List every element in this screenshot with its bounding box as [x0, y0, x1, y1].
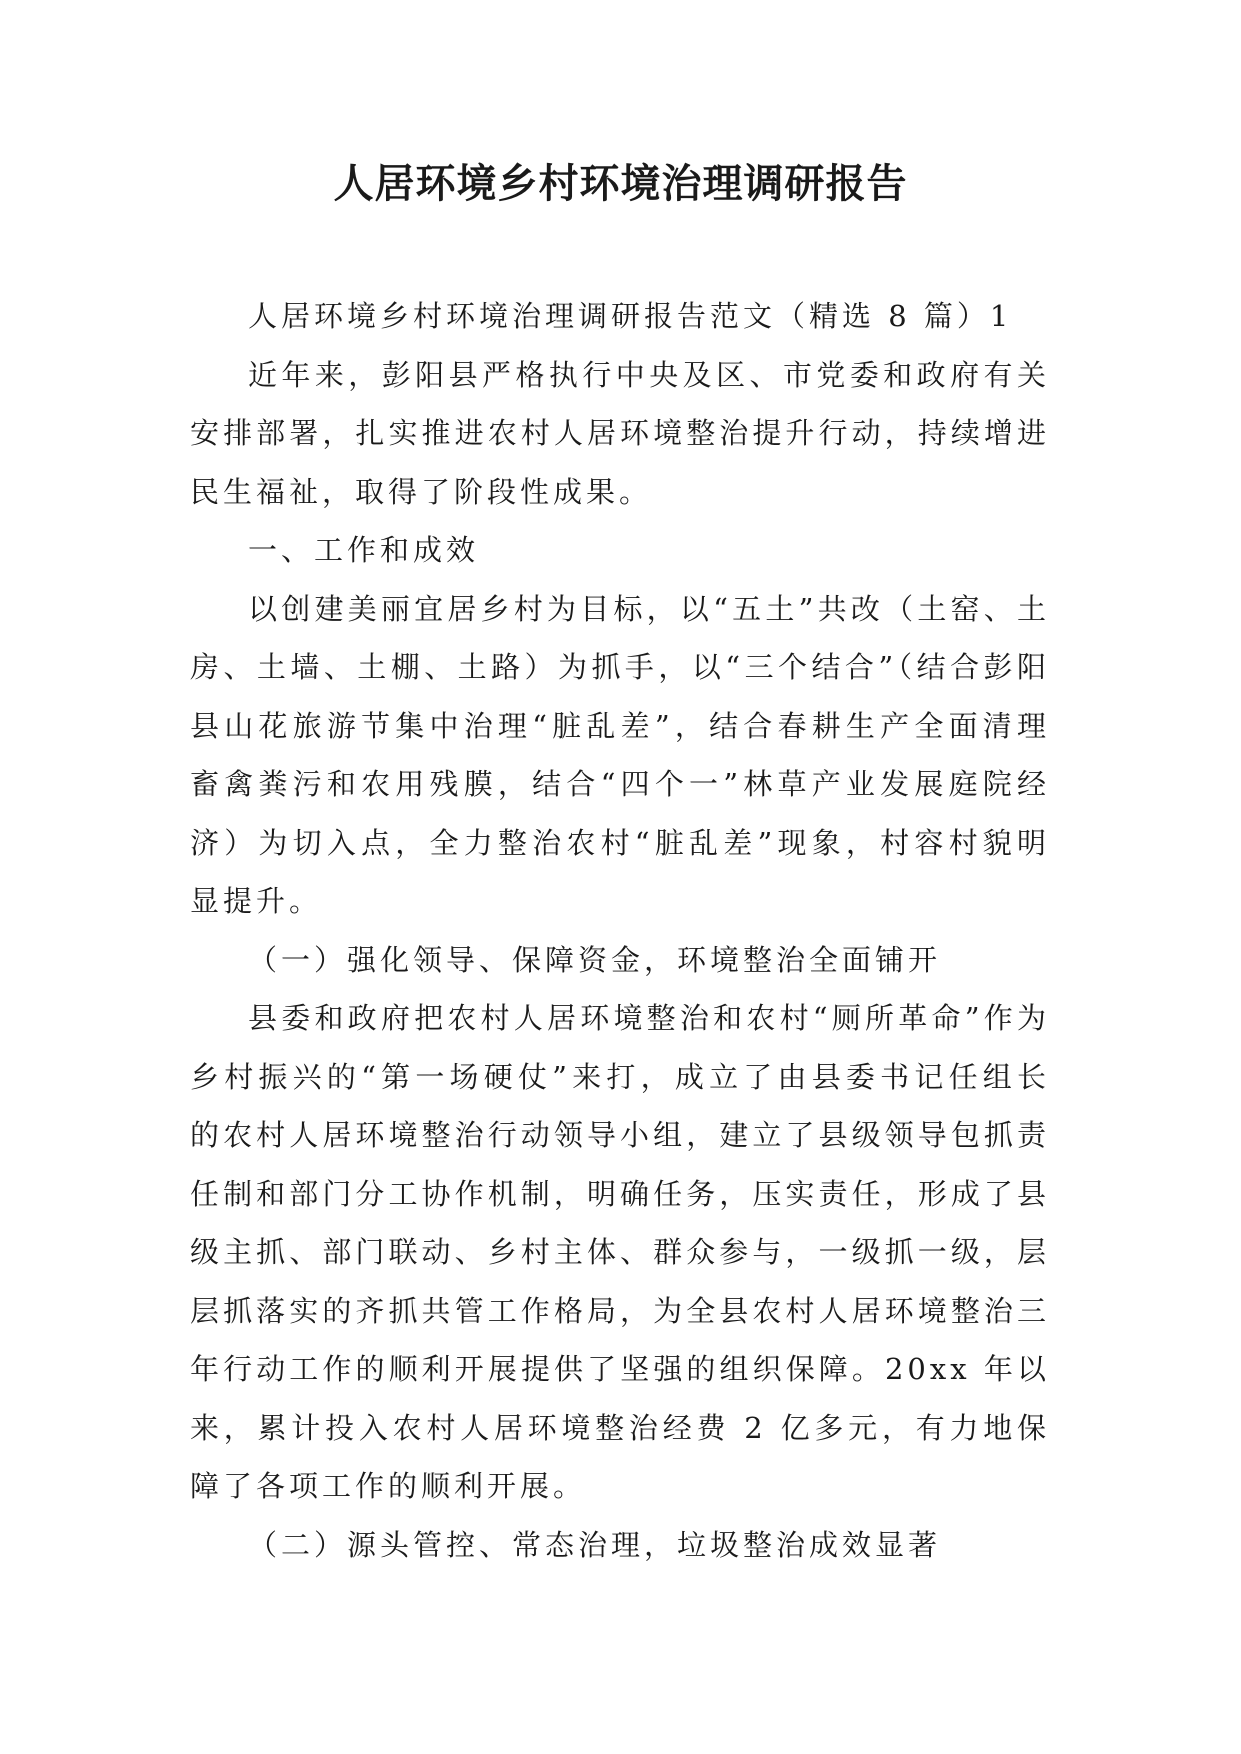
subtitle-paragraph: 人居环境乡村环境治理调研报告范文（精选 8 篇）1	[248, 299, 1013, 333]
document-title: 人居环境乡村环境治理调研报告	[333, 161, 908, 207]
document-body	[190, 287, 1050, 1574]
subsection-heading-1: （一）强化领导、保障资金，环境整治全面铺开	[248, 942, 942, 977]
subsection-heading-2: （二）源头管控、常态治理，垃圾整治成效显著	[248, 1527, 942, 1562]
section-heading-1: 一、工作和成效	[248, 533, 480, 567]
intro-paragraph: 近年来，彭阳县严格执行中央及区、市党委和政府有关安排部署，扎实推进农村人居环境整治提升行动，持续增进民生福祉，取得了阶段性成果。	[190, 357, 1050, 509]
section-paragraph-1: 以创建美丽宜居乡村为目标，以“五土”共改（土窑、土房、土墙、土棚、土路）为抓手，以“三个结合”（结合彭阳县山花旅游节集中治理“脏乱差”，结合春耕生产全面清理畜禽粪污和农用残膜，结合“四个一”林草产业发展庭院经济）为切入点，全力整治农村“脏乱差”现象，村容村貌明显提升。	[190, 591, 1050, 918]
subsection-paragraph-1: 县委和政府把农村人居环境整治和农村“厕所革命”作为乡村振兴的“第一场硬仗”来打，成立了由县委书记任组长的农村人居环境整治行动领导小组，建立了县级领导包抓责任制和部门分工协作机制，明确任务，压实责任，形成了县级主抓、部门联动、乡村主体、群众参与，一级抓一级，层层抓落实的齐抓共管工作格局，为全县农村人居环境整治三年行动工作的顺利开展提供了坚强的组织保障。20xx 年以来，累计投入农村人居环境整治经费 2 亿多元，有力地保障了各项工作的顺利开展。	[190, 1001, 1050, 1503]
